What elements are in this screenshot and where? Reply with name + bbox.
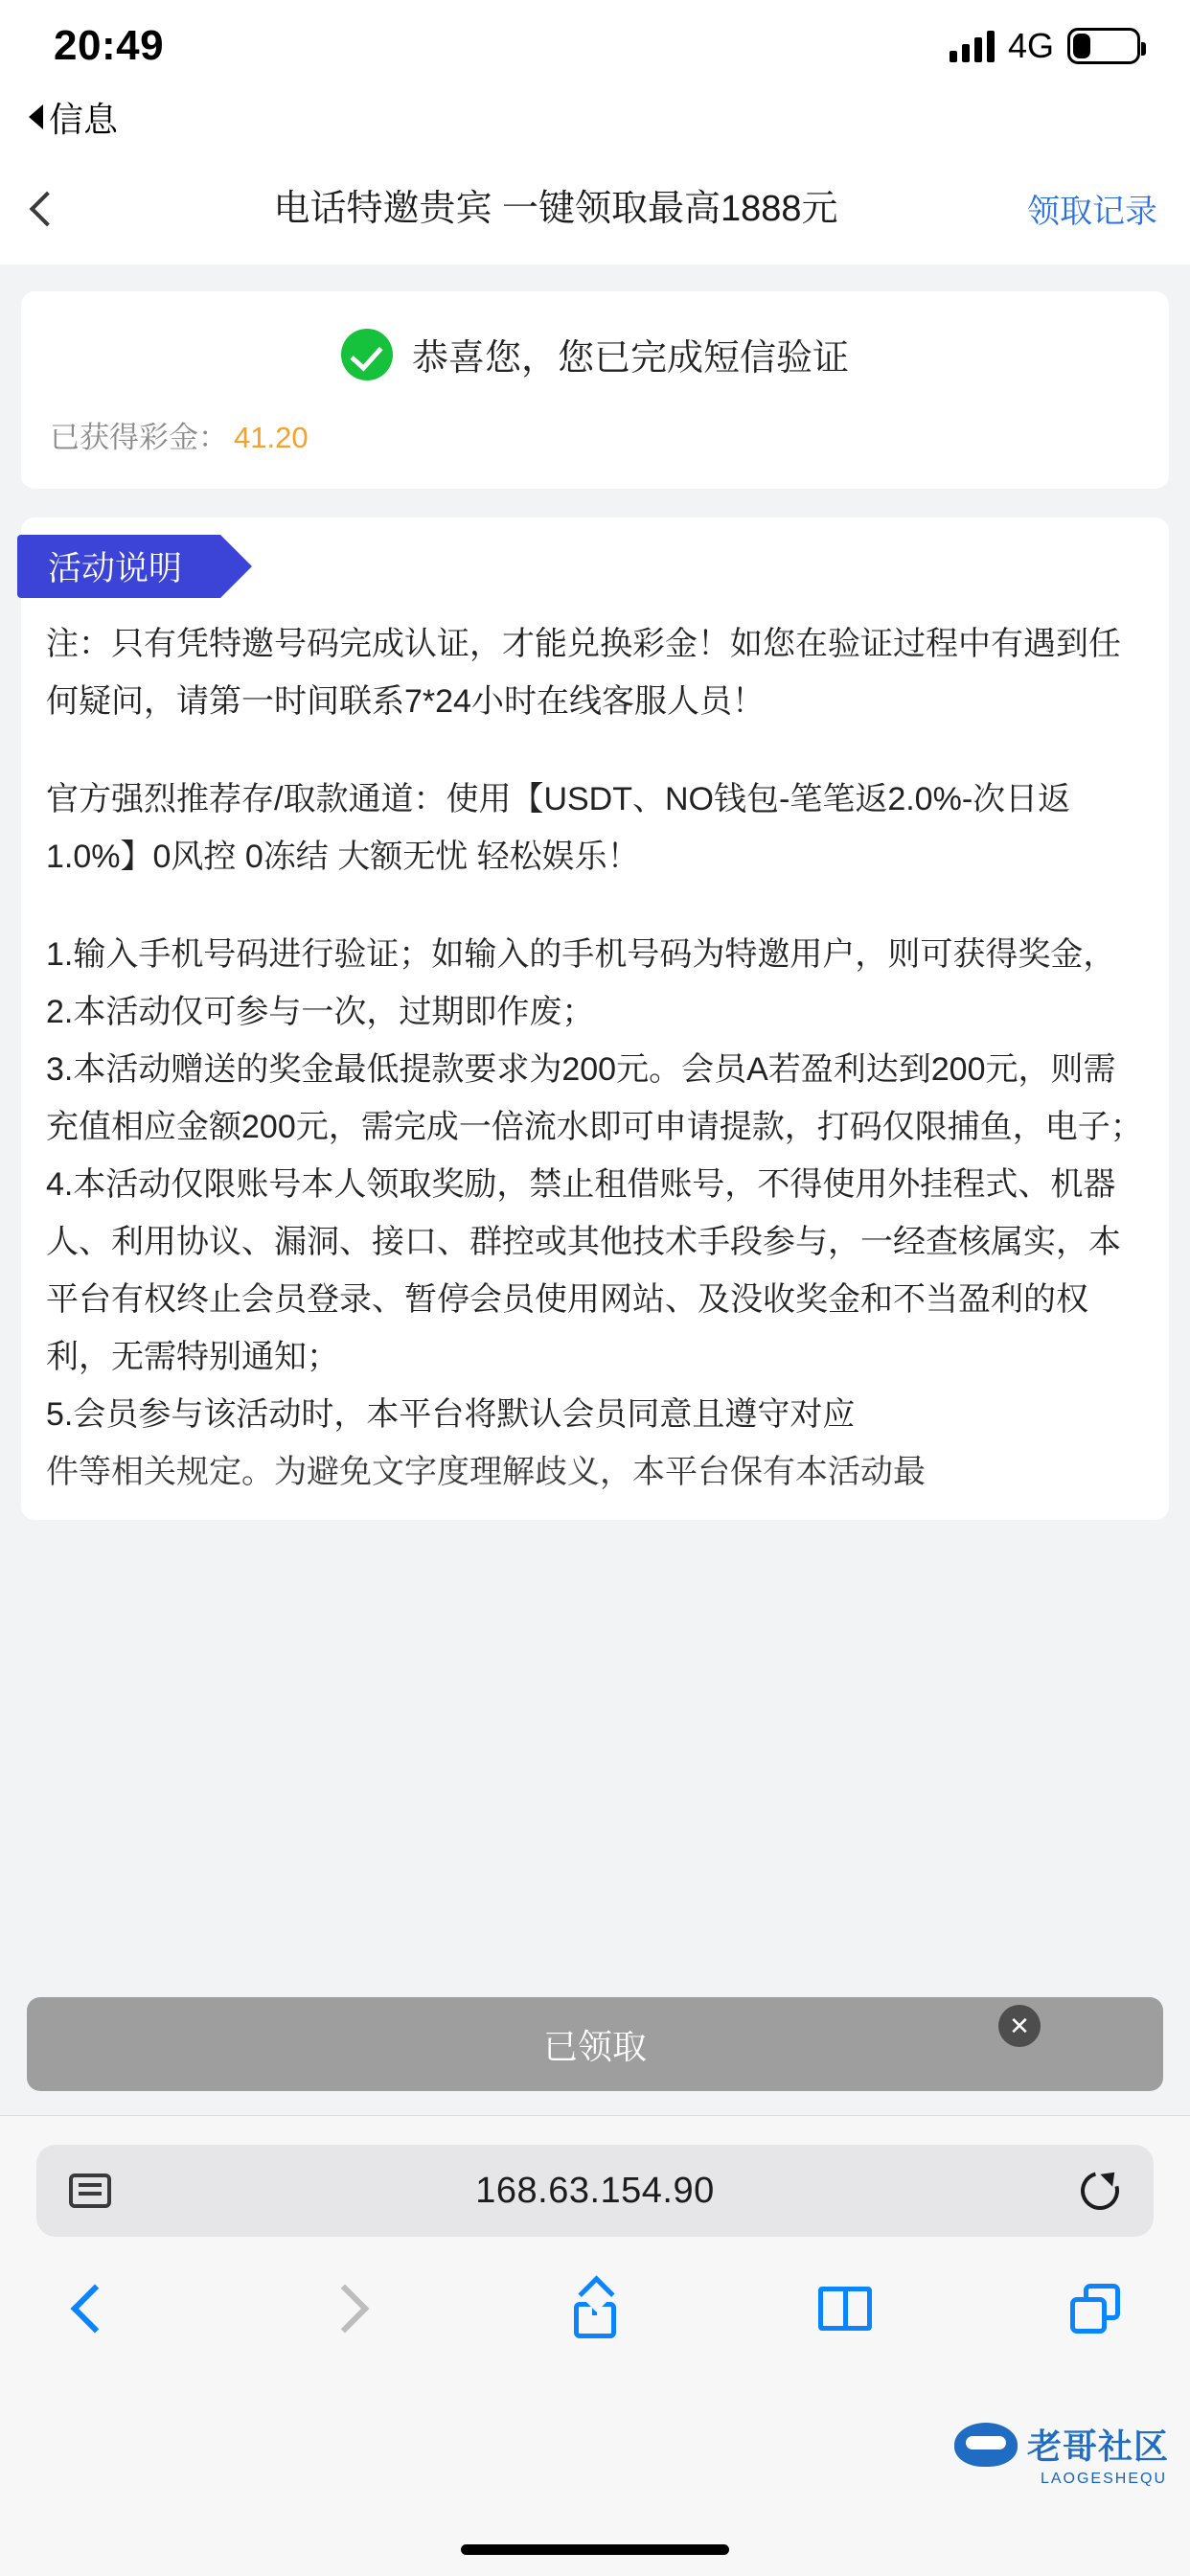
watermark	[954, 2420, 1169, 2469]
success-row	[50, 328, 1140, 380]
status-time: 20:49	[54, 22, 165, 69]
status-indicators	[950, 26, 1140, 66]
rule-item-6-clipped: 件等相关规定。为避免文字度理解歧义，本平台保有本活动最	[46, 1454, 926, 1490]
rule-item-5: 5.会员参与该活动时，本平台将默认会员同意且遵守对应	[46, 1396, 856, 1433]
bonus-row	[50, 413, 1140, 456]
chevron-right-icon	[321, 2285, 370, 2334]
page-nav-bar	[0, 150, 1190, 268]
back-triangle-icon	[29, 104, 43, 129]
reader-view-icon[interactable]	[69, 2174, 111, 2208]
bonus-label: 已获得彩金：	[50, 421, 228, 454]
browser-share-button[interactable]	[554, 2271, 636, 2346]
network-type-label: 4G	[1007, 26, 1054, 65]
tabs-icon	[1070, 2284, 1120, 2334]
url-text[interactable]: 168.63.154.90	[475, 2170, 715, 2211]
section-banner	[17, 518, 1169, 598]
check-circle-icon	[341, 329, 393, 380]
browser-toolbar	[0, 2271, 1190, 2346]
chevron-left-icon	[71, 2285, 120, 2334]
browser-back-button[interactable]	[54, 2271, 136, 2346]
browser-forward-button	[304, 2271, 386, 2346]
browser-chrome	[0, 2115, 1190, 2576]
page-content	[0, 264, 1190, 2116]
rule-item-3: 3.本活动赠送的奖金最低提款要求为200元。会员A若盈利达到200元，则需充值相应金额200元，需完成一倍流水即可申请提款，打码仅限捕鱼，电子；	[46, 1051, 1143, 1145]
claim-button[interactable]: 已领取	[27, 1997, 1163, 2091]
close-icon[interactable]: ✕	[998, 2005, 1041, 2047]
browser-tabs-button[interactable]	[1054, 2271, 1136, 2346]
section-banner-label: 活动说明	[17, 535, 220, 598]
description-paragraph-1: 注：只有凭特邀号码完成认证，才能兑换彩金！如您在验证过程中有遇到任何疑问，请第一时间联系7*24小时在线客服人员！	[46, 626, 1121, 720]
share-icon	[571, 2279, 619, 2338]
browser-bookmarks-button[interactable]	[804, 2271, 886, 2346]
activity-description-section	[21, 518, 1169, 1520]
battery-icon	[1067, 28, 1140, 64]
rule-item-2: 2.本活动仅可参与一次，过期即作废；	[46, 994, 595, 1030]
battery-level-label: 28	[1090, 33, 1117, 58]
back-to-messages-label: 信息	[49, 99, 119, 139]
success-message: 恭喜您，您已完成短信验证	[411, 338, 849, 379]
verification-status-card	[21, 291, 1169, 489]
address-bar[interactable]	[36, 2145, 1154, 2237]
rule-item-1: 1.输入手机号码进行验证；如输入的手机号码为特邀用户，则可获得奖金，	[46, 936, 1116, 973]
reload-icon[interactable]	[1079, 2170, 1121, 2212]
chevron-left-icon	[30, 191, 65, 226]
bonus-amount: 41.20	[234, 421, 309, 454]
rules-list	[21, 926, 1169, 1501]
home-indicator[interactable]	[461, 2544, 729, 2555]
rule-item-4: 4.本活动仅限账号本人领取奖励，禁止租借账号，不得使用外挂程式、机器人、利用协议、漏洞、接口、群控或其他技术手段参与，一经查核属实，本平台有权终止会员登录、暂停会员使用网站、及没收奖金和不当盈利的权利，无需特别通知；	[46, 1166, 1121, 1375]
signal-bars-icon	[950, 30, 995, 62]
claim-records-link[interactable]: 领取记录	[1027, 194, 1157, 230]
nav-back-button[interactable]	[34, 196, 84, 221]
watermark-subtext: LAOGESHEQU	[1040, 2471, 1167, 2487]
status-bar	[0, 0, 1190, 92]
page-title: 电话特邀贵宾 一键领取最高1888元	[273, 188, 838, 229]
back-to-messages-link[interactable]	[0, 92, 1190, 150]
watermark-logo-icon	[954, 2423, 1018, 2467]
watermark-text: 老哥社区	[1026, 2426, 1169, 2466]
book-icon	[818, 2287, 872, 2331]
description-paragraph-2: 官方强烈推荐存/取款通道：使用【USDT、NO钱包-笔笔返2.0%-次日返1.0%】0风控 0冻结 大额无忧 轻松娱乐！	[46, 781, 1071, 875]
